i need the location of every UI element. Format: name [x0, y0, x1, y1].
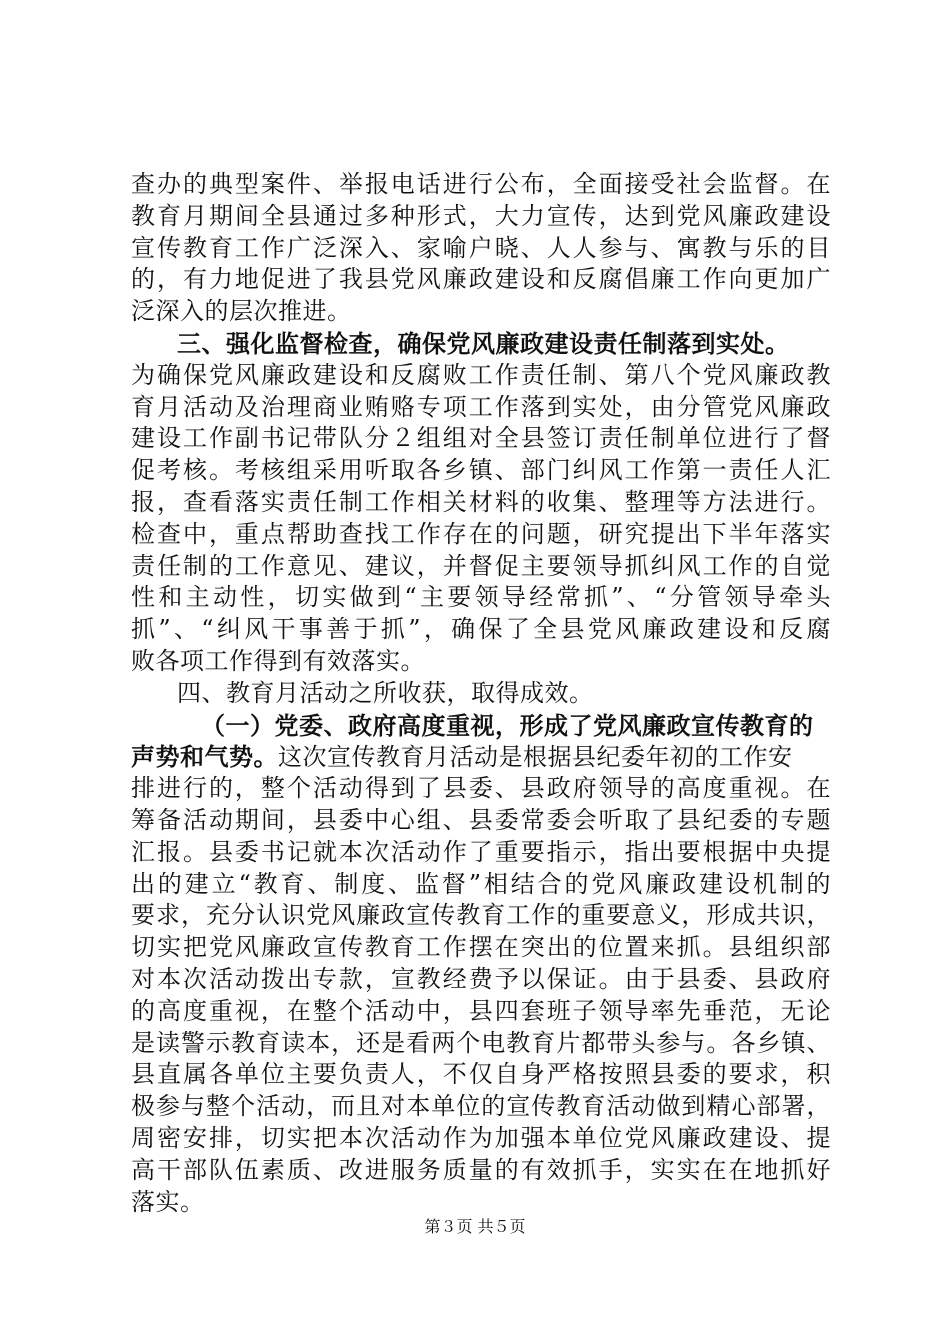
text-line: 高干部队伍素质、改进服务质量的有效抓手，实实在在地抓好 [131, 1155, 831, 1184]
text-line-mixed [131, 741, 831, 773]
subsection-heading-1: （一）党委、政府高度重视，形成了党风廉政宣传教育的 [201, 710, 814, 740]
text-line: 责任制的工作意见、建议，并督促主要领导抓纠风工作的自觉 [131, 551, 831, 580]
text-line-tail: 这次宣传教育月活动是根据县纪委年初的工作安 [278, 743, 793, 772]
text-line: 建设工作副书记带队分２组组对全县签订责任制单位进行了督 [131, 424, 831, 453]
text-line: 极参与整个活动，而且对本单位的宣传教育活动做到精心部署， [131, 1092, 831, 1121]
subsection-heading-1-cont: 声势和气势。 [131, 742, 278, 772]
text-line: 是读警示教育读本，还是看两个电教育片都带头参与。各乡镇、 [131, 1028, 831, 1057]
text-line: 排进行的，整个活动得到了县委、县政府领导的高度重视。在 [131, 774, 831, 803]
text-line: 查办的典型案件、举报电话进行公布，全面接受社会监督。在 [131, 170, 831, 198]
text-line: 检查中，重点帮助查找工作存在的问题，研究提出下半年落实 [131, 519, 831, 548]
section-heading-4: 四、教育月活动之所收获，取得成效。 [177, 678, 594, 707]
text-line: 周密安排，切实把本次活动作为加强本单位党风廉政建设、提 [131, 1123, 831, 1152]
text-line: 县直属各单位主要负责人，不仅自身严格按照县委的要求，积 [131, 1060, 831, 1089]
text-line: 宣传教育工作广泛深入、家喻户晓、人人参与、寓教与乐的目 [131, 233, 831, 262]
text-line: 性和主动性，切实做到“主要领导经常抓”、“分管领导牵头 [131, 583, 831, 612]
text-line: 为确保党风廉政建设和反腐败工作责任制、第八个党风廉政教 [131, 360, 831, 389]
text-line: 泛深入的层次推进。 [131, 297, 352, 326]
text-line: 教育月期间全县通过多种形式，大力宣传，达到党风廉政建设 [131, 201, 831, 230]
text-line: 败各项工作得到有效落实。 [131, 646, 425, 675]
page-footer: 第３页 共５页 [424, 1217, 526, 1236]
text-line: 报，查看落实责任制工作相关材料的收集、整理等方法进行。 [131, 487, 831, 516]
text-line: 对本次活动拨出专款，宣教经费予以保证。由于县委、县政府 [131, 964, 831, 993]
text-line: 的，有力地促进了我县党风廉政建设和反腐倡廉工作向更加广 [131, 265, 831, 294]
text-line: 汇报。县委书记就本次活动作了重要指示，指出要根据中央提 [131, 837, 831, 866]
text-line: 出的建立“教育、制度、监督”相结合的党风廉政建设机制的 [131, 869, 831, 898]
text-line: 育月活动及治理商业贿赂专项工作落到实处，由分管党风廉政 [131, 392, 831, 421]
text-line: 切实把党风廉政宣传教育工作摆在突出的位置来抓。县组织部 [131, 933, 831, 962]
text-line: 抓”、“纠风干事善于抓”，确保了全县党风廉政建设和反腐 [131, 615, 831, 644]
text-line: 筹备活动期间，县委中心组、县委常委会听取了县纪委的专题 [131, 805, 831, 834]
text-line: 落实。 [131, 1187, 205, 1216]
text-line: 促考核。考核组采用听取各乡镇、部门纠风工作第一责任人汇 [131, 456, 831, 485]
document-body [131, 169, 831, 1218]
section-heading-3: 三、强化监督检查，确保党风廉政建设责任制落到实处。 [177, 328, 790, 358]
text-line: 要求，充分认识党风廉政宣传教育工作的重要意义，形成共识， [131, 901, 831, 930]
text-line: 的高度重视，在整个活动中，县四套班子领导率先垂范，无论 [131, 996, 831, 1025]
